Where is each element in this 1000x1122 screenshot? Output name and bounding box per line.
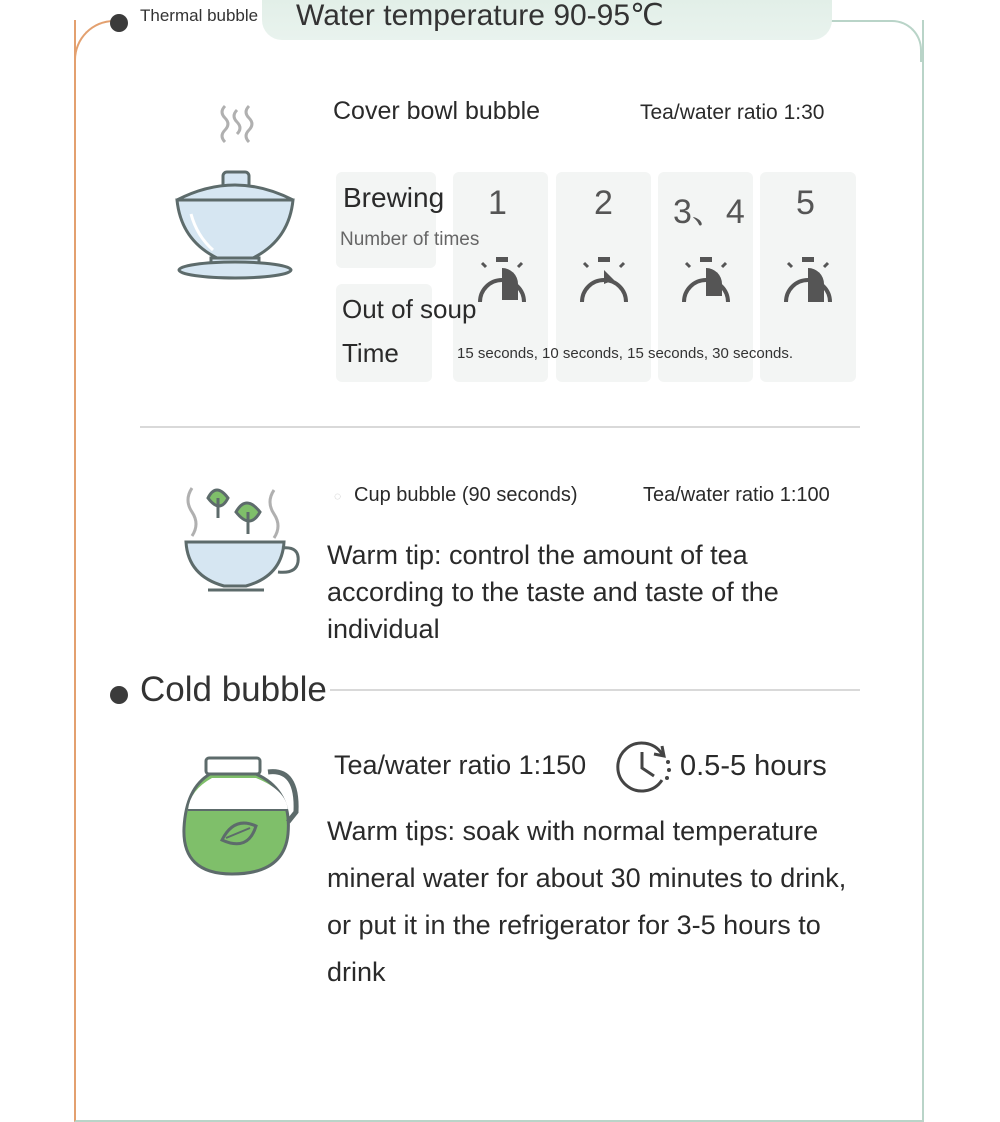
cover-bowl-title: Cover bowl bubble	[333, 97, 541, 125]
cover-bowl-ratio: Tea/water ratio 1:30	[640, 101, 825, 124]
cold-bubble-heading: Cold bubble	[140, 670, 327, 709]
number-of-times-label: Number of times	[340, 229, 480, 250]
gaiwan-icon	[165, 100, 305, 285]
cold-warm-tip: Warm tips: soak with normal temperature mineral water for about 30 minutes to drink, or put it in the refrigerator for 3-5 hours to drink	[327, 816, 847, 987]
brewing-times: 15 seconds, 10 seconds, 15 seconds, 30 seconds.	[457, 345, 794, 362]
teapot-icon	[180, 752, 300, 882]
time-label: Time	[342, 338, 399, 368]
step-number: 2	[594, 184, 613, 222]
section-divider	[140, 426, 860, 428]
small-circle-icon: ◌	[334, 489, 342, 503]
cup-bubble-ratio: Tea/water ratio 1:100	[643, 484, 830, 506]
cup-bubble-title: Cup bubble (90 seconds)	[354, 484, 578, 506]
cold-divider	[330, 689, 860, 691]
frame-corner-right	[830, 20, 922, 62]
step-number: 3、4	[673, 193, 745, 231]
cold-duration: 0.5-5 hours	[680, 750, 827, 782]
step-number: 5	[796, 184, 815, 222]
step-number: 1	[488, 184, 507, 222]
timer-icon	[576, 256, 632, 306]
brewing-label: Brewing	[343, 182, 445, 213]
timer-icon	[780, 256, 836, 306]
tea-cup-icon	[178, 478, 306, 596]
timer-icon	[474, 256, 530, 306]
water-temperature: Water temperature 90-95℃	[296, 0, 664, 32]
cold-ratio: Tea/water ratio 1:150	[334, 750, 587, 780]
clock-icon	[612, 736, 678, 796]
cup-warm-tip: Warm tip: control the amount of tea according to the taste and taste of the individual	[327, 540, 779, 644]
timer-icon	[678, 256, 734, 306]
cold-section-bullet	[110, 686, 128, 704]
out-of-soup-label: Out of soup	[342, 294, 477, 324]
section-label: Thermal bubble	[140, 6, 259, 25]
section-bullet	[110, 14, 128, 32]
